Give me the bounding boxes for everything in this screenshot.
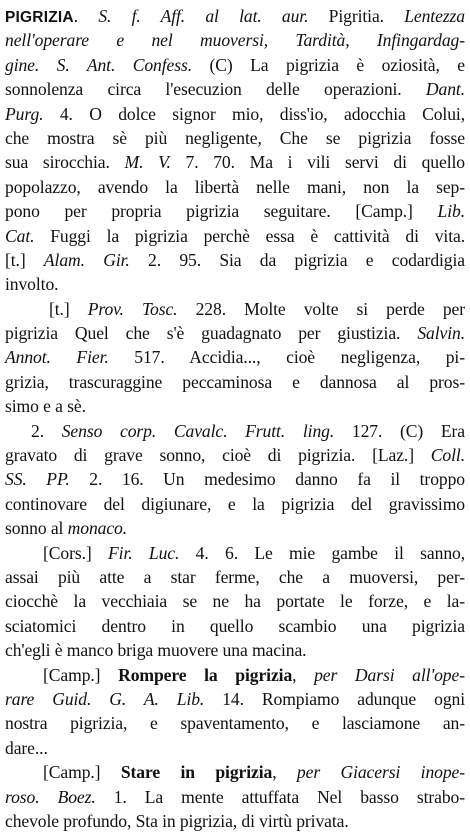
text-run: chevole profundo, Sta in pigrizia, di virtù privata. [5, 810, 349, 831]
italic-run: rare Guid. G. A. Lib. [5, 688, 205, 709]
entry-line [5, 614, 465, 638]
entry-line [5, 419, 465, 443]
entry-line [5, 4, 465, 28]
text-run: continovare del digiunare, e la pigrizia del gravissimo [5, 493, 465, 514]
italic-run: monaco. [67, 518, 128, 539]
text-run: 2. 16. Un medesimo danno fa il troppo [69, 469, 465, 490]
entry-line [5, 492, 465, 516]
entry-line [5, 785, 465, 809]
text-run: ch'egli è manco briga muovere una macina. [5, 640, 307, 661]
entry-line [5, 760, 465, 784]
italic-run: SS. PP. [5, 469, 70, 490]
text-run: sonnolenza circa l'esecuzion delle operazioni. [5, 79, 426, 100]
entry-line [5, 272, 465, 296]
entry-line [5, 370, 465, 394]
text-run: che mostra sè più negligente, Che se pigrizia fosse [5, 127, 465, 148]
bold-phrase: Stare in pigrizia [120, 762, 273, 783]
text-run: 127. (C) Era [334, 420, 465, 441]
text-run: 1. La mente attuffata Nel basso strabo- [95, 786, 465, 807]
headword: PIGRIZIA [5, 9, 74, 26]
italic-run: Senso corp. Cavalc. Frutt. ling. [61, 420, 335, 441]
text-run: ciocchè la vecchiaia se ne ha portate le forze, e la- [5, 591, 465, 612]
italic-run: Coll. [430, 445, 465, 466]
text-run: [Cors.] [43, 542, 109, 563]
text-run [185, 6, 205, 26]
italic-run: Cat. [5, 225, 35, 246]
italic-run: Lib. [437, 201, 465, 222]
text-run: 2. 95. Sia da pigrizia e codardigia [129, 249, 465, 270]
italic-run: per Giacersi inope- [296, 762, 466, 783]
text-run: Pigritia. [308, 6, 405, 26]
entry-line [5, 321, 465, 345]
entry-line [5, 77, 465, 101]
text-run: 14. Rompiamo adunque ogni [204, 688, 465, 709]
italic-run: Annot. Fier. [5, 347, 109, 368]
entry-line [5, 248, 465, 272]
italic-run: gine. S. Ant. Confess. [5, 54, 193, 75]
entry-line [5, 126, 465, 150]
entry-line [5, 516, 465, 540]
text-run: gravato di grave sonno, cioè di pigrizia. [Laz.] [5, 445, 431, 466]
entry-line [5, 565, 465, 589]
text-run: assai più atte a star ferme, che a muoversi, per- [5, 566, 465, 587]
entry-line [5, 809, 465, 833]
entry-line [5, 663, 465, 687]
italic-run: S. f. Aff. [98, 6, 186, 26]
text-run: pono per propria pigrizia seguitare. [Camp.] [5, 201, 438, 222]
text-run: 517. Accidia..., cioè negligenza, pi- [108, 347, 465, 368]
text-run: popolazzo, avendo la libertà nelle mani, non la sep- [5, 176, 465, 197]
text-run: sua sirocchia. [5, 152, 125, 173]
text-run: 4. 6. Le mie gambe il sanno, [179, 542, 466, 563]
entry-line [5, 711, 465, 735]
entry-line [5, 345, 465, 369]
entry-line [5, 102, 465, 126]
entry-line [5, 443, 465, 467]
text-run: sciatomici dentro in quello scambio una pigrizia [5, 615, 465, 636]
text-run: 4. O dolce signor mio, diss'io, adocchia Colui, [43, 103, 465, 124]
text-run: (C) La pigrizia è oziosità, e [192, 54, 465, 75]
text-run: pigrizia Quel che s'è guadagnato per giustizia. [5, 323, 418, 344]
text-run: grizia, trascuraggine peccaminosa e dannosa al pros- [5, 371, 465, 392]
text-run: Fuggi la pigrizia perchè essa è cattività di vita. [34, 225, 465, 246]
italic-run: Fir. Luc. [108, 542, 180, 563]
entry-line [5, 28, 465, 52]
italic-run: nell'operare e nel muoversi, Tardità, Infingardag- [5, 30, 465, 51]
text-run: [Camp.] [43, 664, 119, 685]
text-run: [t.] [49, 298, 88, 319]
entry-line [5, 541, 465, 565]
entry-line [5, 297, 465, 321]
text-run: [Camp.] [43, 762, 121, 783]
entry-line [5, 175, 465, 199]
text-run: 2. [31, 420, 62, 441]
text-run: simo e a sè. [5, 396, 86, 417]
text-run: 7. 70. Ma i vili servi di quello [170, 152, 465, 173]
text-run: , [292, 664, 315, 685]
text-run: , [272, 762, 297, 783]
italic-run: Alam. Gir. [43, 249, 130, 270]
italic-run: Dant. [425, 79, 465, 100]
text-run: nostra pigrizia, e spaventamento, e lasciamone an- [5, 713, 465, 734]
entry-line [5, 53, 465, 77]
dictionary-entry-pigrizia [5, 4, 465, 833]
entry-line [5, 638, 465, 662]
entry-line [5, 589, 465, 613]
entry-line [5, 224, 465, 248]
italic-run: roso. Boez. [5, 786, 96, 807]
bold-phrase: Rompere la pigrizia [118, 664, 293, 685]
text-run: involto. [5, 274, 59, 295]
italic-run: Lentezza [404, 6, 465, 26]
italic-run: Purg. [5, 103, 44, 124]
italic-run: Prov. Tosc. [87, 298, 178, 319]
italic-run: per Darsi all'ope- [314, 664, 465, 685]
entry-line [5, 467, 465, 491]
text-run: 228. Molte volte si perde per [177, 298, 466, 319]
text-run: . [73, 6, 99, 26]
italic-run: al lat. aur. [205, 6, 309, 26]
entry-line [5, 150, 465, 174]
text-run: [t.] [5, 249, 44, 270]
entry-line [5, 394, 465, 418]
entry-line [5, 687, 465, 711]
entry-line [5, 199, 465, 223]
text-run: sonno al [5, 518, 68, 539]
italic-run: Salvin. [417, 323, 465, 344]
italic-run: M. V. [124, 152, 171, 173]
text-run: dare... [5, 737, 48, 758]
entry-line [5, 736, 465, 760]
